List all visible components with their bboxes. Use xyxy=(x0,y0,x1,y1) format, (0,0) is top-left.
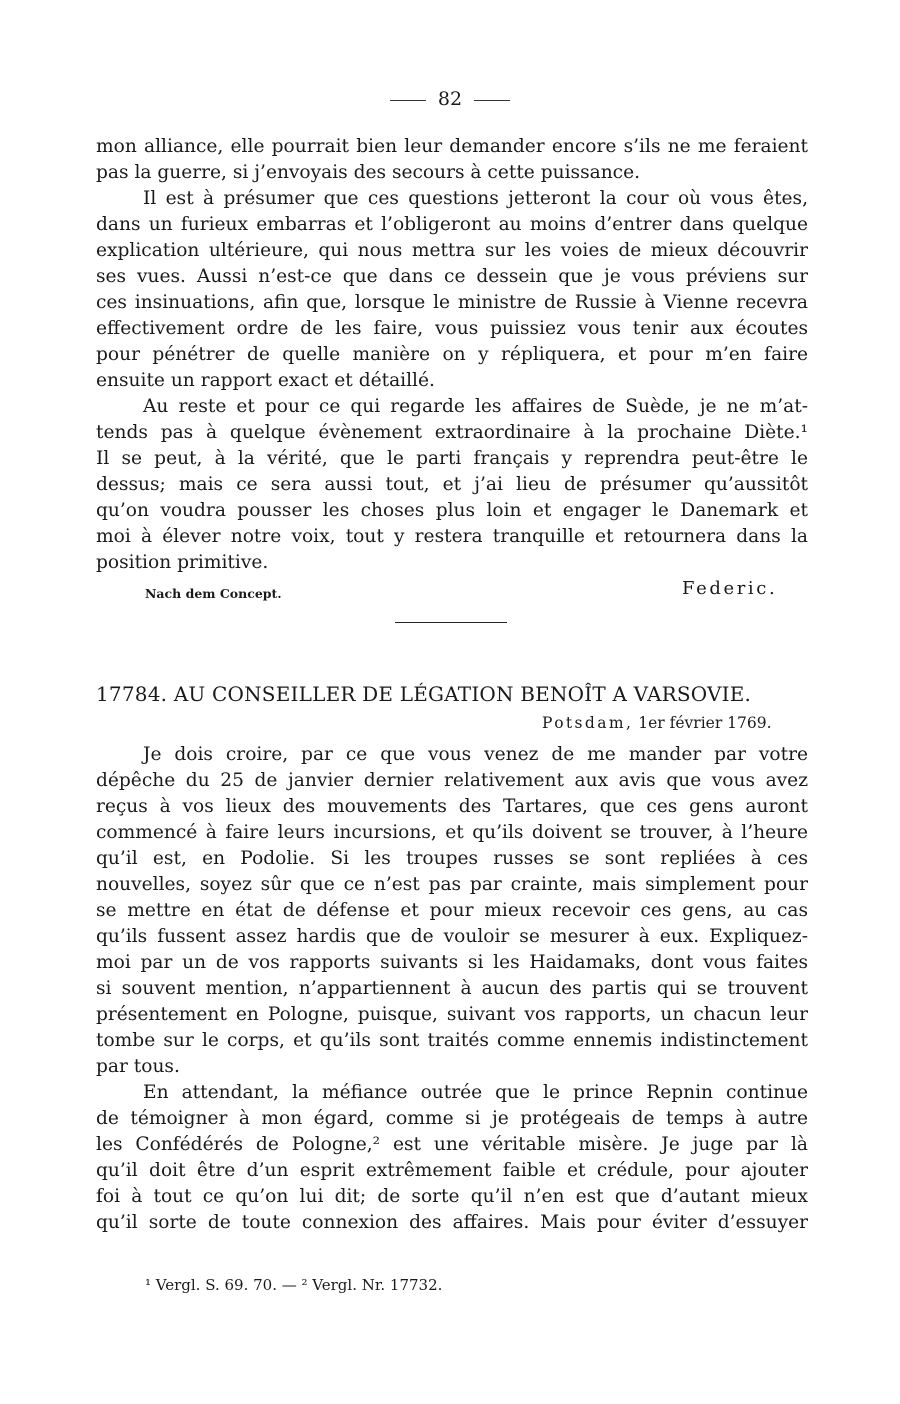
previous-letter-ending xyxy=(96,134,808,576)
text-line: effectivement ordre de les faire, vous puissiez vous tenir aux écoutes xyxy=(96,318,808,339)
text-line: explication ultérieure, qui nous mettra sur les voies de mieux découvrir xyxy=(96,240,808,261)
signature: Federic. xyxy=(682,578,778,599)
page-number-dash-left xyxy=(390,100,426,101)
source-note: Nach dem Concept. xyxy=(145,586,282,601)
text-line: nouvelles, soyez sûr que ce n’est pas par crainte, mais simplement pour xyxy=(96,874,808,895)
page-number-dash-right xyxy=(474,100,510,101)
dateline-place: Potsdam, xyxy=(542,714,634,732)
text-line: Il se peut, à la vérité, que le parti français y reprendra peut-être le xyxy=(96,448,808,469)
page-number: 82 xyxy=(437,88,463,110)
text-line: se mettre en état de défense et pour mieux recevoir ces gens, au cas xyxy=(96,900,808,921)
text-line: tends pas à quelque évènement extraordinaire à la prochaine Diète.¹ xyxy=(96,422,808,443)
text-line: Il est à présumer que ces questions jetteront la cour où vous êtes, xyxy=(143,188,808,209)
text-line: qu’il sorte de toute connexion des affaires. Mais pour éviter d’essuyer xyxy=(96,1212,808,1233)
footnotes: ¹ Vergl. S. 69. 70. — ² Vergl. Nr. 17732. xyxy=(145,1276,443,1294)
letter-addressee: AU CONSEILLER DE LÉGATION BENOÎT A VARSOVIE. xyxy=(173,682,752,706)
section-divider xyxy=(395,622,507,623)
letter-heading xyxy=(96,682,808,706)
text-line: les Confédérés de Pologne,² est une véritable misère. Je juge par là xyxy=(96,1134,808,1155)
page-number-line xyxy=(0,88,900,110)
text-line: qu’on voudra pousser les choses plus loin et engager le Danemark et xyxy=(96,500,808,521)
text-line: tombe sur le corps, et qu’ils sont traités comme ennemis indistinctement xyxy=(96,1030,808,1051)
text-line: qu’il doit être d’un esprit extrêmement faible et crédule, pour ajouter xyxy=(96,1160,808,1181)
text-line: qu’ils fussent assez hardis que de vouloir se mesurer à eux. Expliquez- xyxy=(96,926,808,947)
text-line: position primitive. xyxy=(96,552,269,573)
letter-number: 17784. xyxy=(96,682,168,706)
closing-row xyxy=(0,578,900,608)
text-line: dépêche du 25 de janvier dernier relativement aux avis que vous avez xyxy=(96,770,808,791)
text-line: commencé à faire leurs incursions, et qu’ils doivent se trouver, à l’heure xyxy=(96,822,808,843)
text-line: qu’il est, en Podolie. Si les troupes russes se sont repliées à ces xyxy=(96,848,808,869)
text-line: dessus; mais ce sera aussi tout, et j’ai lieu de présumer qu’aussitôt xyxy=(96,474,808,495)
text-line: si souvent mention, n’appartiennent à aucun des partis qui se trouvent xyxy=(96,978,808,999)
text-line: présentement en Pologne, puisque, suivant vos rapports, un chacun leur xyxy=(96,1004,808,1025)
dateline-date: 1er février 1769. xyxy=(638,714,772,732)
letter-body xyxy=(96,742,808,1236)
text-line: foi à tout ce qu’on lui dit; de sorte qu’il n’en est que d’autant mieux xyxy=(96,1186,808,1207)
dateline xyxy=(542,714,772,732)
text-line: mon alliance, elle pourrait bien leur demander encore s’ils ne me feraient xyxy=(96,136,808,157)
text-line: reçus à vos lieux des mouvements des Tartares, que ces gens auront xyxy=(96,796,808,817)
text-line: de témoigner à mon égard, comme si je protégeais de temps à autre xyxy=(96,1108,808,1129)
text-line: pas la guerre, si j’envoyais des secours à cette puissance. xyxy=(96,162,641,183)
text-line: En attendant, la méfiance outrée que le prince Repnin continue xyxy=(143,1082,808,1103)
text-line: pour pénétrer de quelle manière on y répliquera, et pour m’en faire xyxy=(96,344,808,365)
text-line: moi à élever notre voix, tout y restera tranquille et retournera dans la xyxy=(96,526,808,547)
text-line: ensuite un rapport exact et détaillé. xyxy=(96,370,435,391)
text-line: dans un furieux embarras et l’obligeront au moins d’entrer dans quelque xyxy=(96,214,808,235)
text-line: Je dois croire, par ce que vous venez de me mander par votre xyxy=(143,744,808,765)
text-line: ses vues. Aussi n’est-ce que dans ce dessein que je vous préviens sur xyxy=(96,266,808,287)
text-line: par tous. xyxy=(96,1056,180,1077)
text-line: ces insinuations, afin que, lorsque le ministre de Russie à Vienne recevra xyxy=(96,292,808,313)
text-line: moi par un de vos rapports suivants si les Haidamaks, dont vous faites xyxy=(96,952,808,973)
text-line: Au reste et pour ce qui regarde les affaires de Suède, je ne m’at- xyxy=(143,396,808,417)
